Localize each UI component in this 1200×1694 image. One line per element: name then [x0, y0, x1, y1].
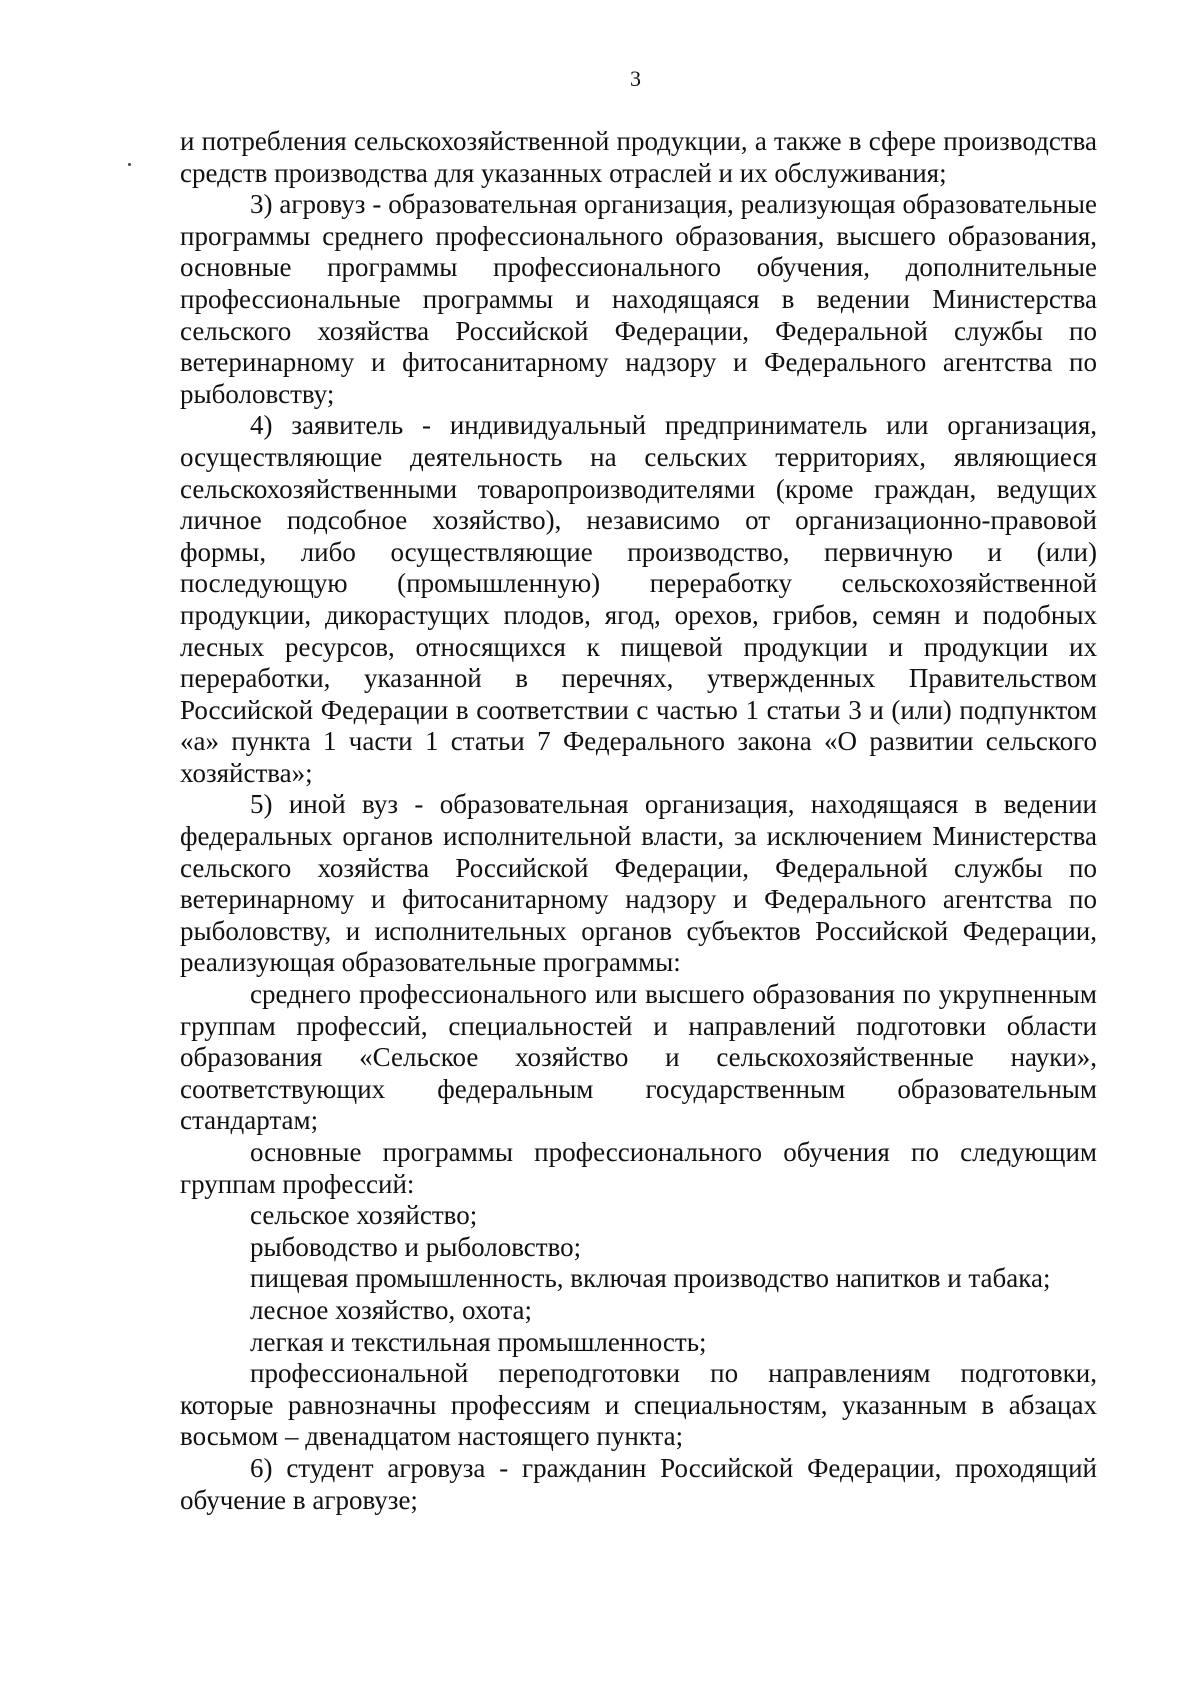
list-item-food-industry: пищевая промышленность, включая производство напитков и табака; [250, 1263, 1051, 1294]
paragraph-item-4-applicant: 4) заявитель - индивидуальный предприниматель или организация, осуществляющие деятельность на сельских территориях, являющиеся сельскохозяйственными товаропроизводителями (кроме граждан, ведущих личное подсобное хозяйство), независимо от организационно-правовой формы, либо осуществляющие производство, первичную и (или) последующую (промышленную) переработку сельскохозяйственной продукции, дикорастущих плодов, ягод, орехов, грибов, семян и подобных лесных ресурсов, относящихся к пищевой продукции и продукции их переработки, указанной в перечнях, утвержденных Правительством Российской Федерации в соответствии с частью 1 статьи 3 и (или) подпунктом «а» пункта 1 части 1 статьи 7 Федерального закона «О развитии сельского хозяйства»; [180, 410, 1097, 788]
paragraph-vocational-training: основные программы профессионального обучения по следующим группам профессий: [180, 1137, 1097, 1199]
paragraph-secondary-higher-education: среднего профессионального или высшего образования по укрупненным группам профессий, специальностей и направлений подготовки области образования «Сельское хозяйство и сельскохозяйственные науки», соответствующих федеральным государственным образовательным стандартам; [180, 979, 1097, 1136]
paragraph-continuation: и потребления сельскохозяйственной продукции, а также в сфере производства средств производства для указанных отраслей и их обслуживания; [180, 126, 1097, 188]
scan-speck [128, 163, 131, 166]
paragraph-item-3-agrovuz: 3) агровуз - образовательная организация, реализующая образовательные программы среднего профессионального образования, высшего образования, основные программы профессионального обучения, дополнительные профессиональные программы и находящаяся в ведении Министерства сельского хозяйства Российской Федерации, Федеральной службы по ветеринарному и фитосанитарному надзору и Федерального агентства по рыболовству; [180, 189, 1097, 409]
list-item-light-industry: легкая и текстильная промышленность; [250, 1326, 707, 1357]
list-item-forestry: лесное хозяйство, охота; [250, 1294, 533, 1325]
paragraph-retraining: профессиональной переподготовки по направлениям подготовки, которые равнозначны профессиям и специальностям, указанным в абзацах восьмом – двенадцатом настоящего пункта; [180, 1358, 1097, 1452]
paragraph-item-6-student: 6) студент агровуза - гражданин Российской Федерации, проходящий обучение в агровузе; [180, 1452, 1097, 1515]
page-number: 3 [630, 66, 641, 91]
document-body [180, 126, 1097, 1516]
list-item-agriculture: сельское хозяйство; [250, 1200, 478, 1231]
paragraph-item-5-other-university: 5) иной вуз - образовательная организация, находящаяся в ведении федеральных органов исполнительной власти, за исключением Министерства сельского хозяйства Российской Федерации, Федеральной службы по ветеринарному и фитосанитарному надзору и Федерального агентства по рыболовству, и исполнительных органов субъектов Российской Федерации, реализующая образовательные программы: [180, 789, 1097, 978]
list-item-fishery: рыбоводство и рыболовство; [250, 1231, 582, 1262]
